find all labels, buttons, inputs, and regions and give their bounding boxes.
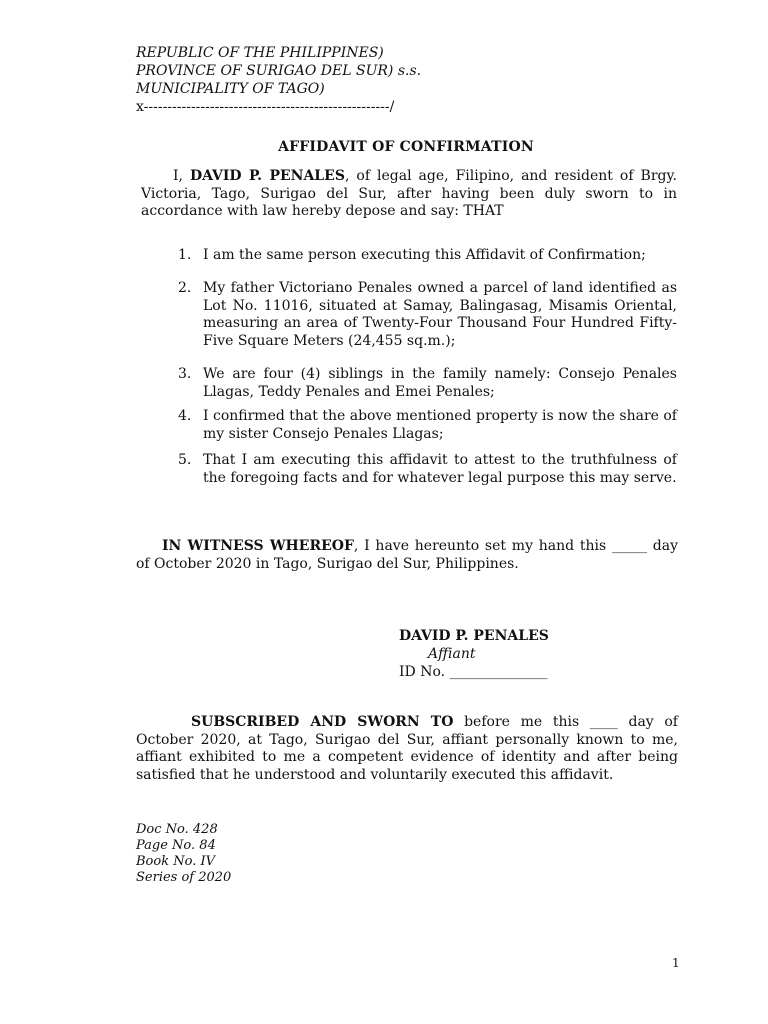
list-item — [178, 280, 677, 350]
item-text: I am the same person executing this Affidavit of Confirmation; — [203, 247, 646, 263]
intro-paragraph — [141, 168, 677, 221]
intro-lead: I, — [173, 168, 190, 184]
witness-paragraph — [136, 538, 678, 573]
doc-number: Doc No. 428 — [136, 822, 218, 837]
item-number: 1. — [178, 247, 192, 263]
item-text: My father Victoriano Penales owned a parcel of land identified as Lot No. 11016, situated at Samay, Balingasag, Misamis Oriental, measuring an area of Twenty-Four Thousand Four Hundred Fifty-Five Square Meters (24,455 sq.m.); — [203, 280, 677, 349]
page-number-entry: Page No. 84 — [136, 838, 216, 853]
witness-text: , I have hereunto set my hand this _____ day of October 2020 in Tago, Surigao del Sur, Philippines. — [136, 538, 678, 572]
series-year: Series of 2020 — [136, 870, 232, 885]
book-number: Book No. IV — [136, 854, 215, 869]
affiant-signature-name: DAVID P. PENALES — [399, 628, 549, 644]
list-item — [178, 452, 677, 487]
jurat-paragraph — [136, 714, 678, 784]
affiant-name-intro: DAVID P. PENALES — [189, 168, 345, 184]
list-item — [178, 366, 677, 401]
page-number: 1 — [672, 956, 680, 970]
item-text: We are four (4) siblings in the family namely: Consejo Penales Llagas, Teddy Penales and Emei Penales; — [203, 366, 677, 400]
item-text: I confirmed that the above mentioned property is now the share of my sister Consejo Penales Llagas; — [203, 408, 677, 442]
list-item — [178, 408, 677, 443]
caption-municipality: MUNICIPALITY OF TAGO) — [136, 81, 325, 97]
item-number: 2. — [178, 280, 192, 296]
item-number: 5. — [178, 452, 192, 468]
caption-province: PROVINCE OF SURIGAO DEL SUR) s.s. — [136, 63, 422, 79]
item-number: 4. — [178, 408, 192, 424]
jurat-text: before me this ____ day of October 2020, at Tago, Surigao del Sur, affiant personally known to me, affiant exhibited to me a competent evidence of identity and after being satisfied that he understood and voluntarily executed this affidavit. — [136, 714, 678, 783]
witness-heading: IN WITNESS WHEREOF — [162, 538, 354, 554]
item-number: 3. — [178, 366, 192, 382]
jurat-heading: SUBSCRIBED AND SWORN TO — [191, 714, 454, 730]
caption-divider: x----------------------------------------------------/ — [136, 99, 395, 115]
document-title: AFFIDAVIT OF CONFIRMATION — [278, 139, 534, 155]
affiant-role: Affiant — [428, 646, 476, 662]
affiant-id-number: ID No. ______________ — [399, 664, 548, 680]
item-text: That I am executing this affidavit to attest to the truthfulness of the foregoing facts and for whatever legal purpose this may serve. — [203, 452, 677, 486]
caption-republic: REPUBLIC OF THE PHILIPPINES) — [136, 45, 384, 61]
intro-text: , of legal age, Filipino, and resident of Brgy. Victoria, Tago, Surigao del Sur, after having been duly sworn to in accordance with law hereby depose and say: THAT — [141, 168, 677, 219]
list-item — [178, 247, 677, 265]
